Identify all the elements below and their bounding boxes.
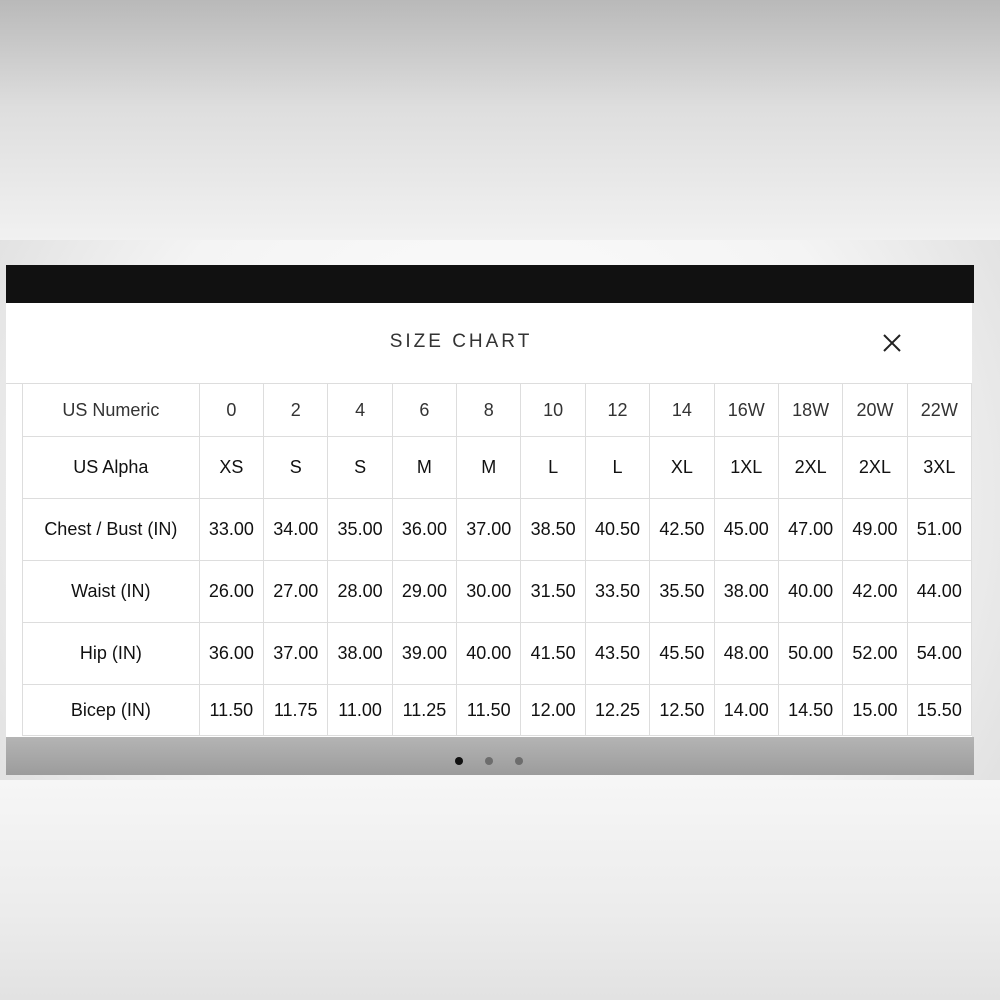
table-cell: 26.00	[199, 561, 263, 623]
table-cell: 2	[264, 384, 328, 437]
table-cell: 20W	[843, 384, 907, 437]
table-cell: 11.50	[457, 685, 521, 736]
table-cell: 38.00	[328, 623, 392, 685]
table-cell: 47.00	[778, 499, 842, 561]
table-row	[23, 499, 972, 561]
table-cell: 42.00	[843, 561, 907, 623]
row-label: Chest / Bust (IN)	[23, 499, 200, 561]
table-cell: 37.00	[457, 499, 521, 561]
table-cell: L	[585, 437, 649, 499]
pager-dot[interactable]	[485, 757, 493, 765]
table-cell: 40.50	[585, 499, 649, 561]
table-cell: S	[328, 437, 392, 499]
table-cell: 48.00	[714, 623, 778, 685]
table-cell: 15.50	[907, 685, 971, 736]
table-cell: 4	[328, 384, 392, 437]
close-icon	[878, 329, 906, 357]
table-cell: 45.50	[650, 623, 714, 685]
pager-dots	[6, 737, 974, 775]
table-row	[23, 561, 972, 623]
table-cell: 12.00	[521, 685, 585, 736]
modal-header	[6, 303, 972, 384]
table-cell: 37.00	[264, 623, 328, 685]
table-cell: 11.00	[328, 685, 392, 736]
row-label: US Alpha	[23, 437, 200, 499]
table-cell: 11.50	[199, 685, 263, 736]
table-cell: 38.50	[521, 499, 585, 561]
table-cell: 1XL	[714, 437, 778, 499]
table-cell: 16W	[714, 384, 778, 437]
close-button[interactable]	[878, 329, 906, 357]
table-cell: 2XL	[778, 437, 842, 499]
table-cell: 40.00	[457, 623, 521, 685]
table-cell: 11.25	[392, 685, 456, 736]
table-cell: 33.00	[199, 499, 263, 561]
table-cell: 14.50	[778, 685, 842, 736]
table-cell: 3XL	[907, 437, 971, 499]
table-cell: 35.50	[650, 561, 714, 623]
table-cell: 2XL	[843, 437, 907, 499]
table-row	[23, 623, 972, 685]
table-cell: 14.00	[714, 685, 778, 736]
row-label: Waist (IN)	[23, 561, 200, 623]
size-table-body	[23, 384, 972, 736]
table-cell: 10	[521, 384, 585, 437]
table-cell: 49.00	[843, 499, 907, 561]
table-cell: 45.00	[714, 499, 778, 561]
table-cell: 36.00	[392, 499, 456, 561]
table-cell: 35.00	[328, 499, 392, 561]
table-cell: M	[392, 437, 456, 499]
pager-dot[interactable]	[455, 757, 463, 765]
photo-backdrop-bottom	[0, 780, 1000, 1000]
table-cell: 29.00	[392, 561, 456, 623]
row-label: Bicep (IN)	[23, 685, 200, 736]
table-cell: 12.25	[585, 685, 649, 736]
table-cell: 12.50	[650, 685, 714, 736]
size-chart-modal	[6, 303, 972, 737]
table-cell: 33.50	[585, 561, 649, 623]
table-cell: 28.00	[328, 561, 392, 623]
row-label: Hip (IN)	[23, 623, 200, 685]
photo-backdrop-top	[0, 0, 1000, 240]
table-cell: S	[264, 437, 328, 499]
table-cell: 40.00	[778, 561, 842, 623]
table-cell: 0	[199, 384, 263, 437]
table-cell: 18W	[778, 384, 842, 437]
table-cell: 27.00	[264, 561, 328, 623]
table-cell: 44.00	[907, 561, 971, 623]
modal-title: SIZE CHART	[389, 331, 533, 352]
table-cell: 52.00	[843, 623, 907, 685]
table-cell: 34.00	[264, 499, 328, 561]
top-bar	[6, 265, 974, 303]
table-cell: 31.50	[521, 561, 585, 623]
table-row	[23, 384, 972, 437]
table-cell: 51.00	[907, 499, 971, 561]
table-cell: XS	[199, 437, 263, 499]
row-label: US Numeric	[23, 384, 200, 437]
table-row	[23, 437, 972, 499]
table-cell: 39.00	[392, 623, 456, 685]
table-cell: 11.75	[264, 685, 328, 736]
table-cell: 38.00	[714, 561, 778, 623]
table-cell: 50.00	[778, 623, 842, 685]
table-row	[23, 685, 972, 736]
size-table	[22, 383, 972, 736]
pager-dot[interactable]	[515, 757, 523, 765]
table-cell: 14	[650, 384, 714, 437]
table-cell: 12	[585, 384, 649, 437]
table-cell: L	[521, 437, 585, 499]
table-cell: XL	[650, 437, 714, 499]
table-cell: 30.00	[457, 561, 521, 623]
table-cell: 8	[457, 384, 521, 437]
table-cell: 15.00	[843, 685, 907, 736]
table-cell: 43.50	[585, 623, 649, 685]
table-cell: 42.50	[650, 499, 714, 561]
pager-bar	[6, 737, 974, 775]
table-cell: M	[457, 437, 521, 499]
table-cell: 41.50	[521, 623, 585, 685]
table-cell: 54.00	[907, 623, 971, 685]
table-cell: 36.00	[199, 623, 263, 685]
table-cell: 22W	[907, 384, 971, 437]
table-cell: 6	[392, 384, 456, 437]
